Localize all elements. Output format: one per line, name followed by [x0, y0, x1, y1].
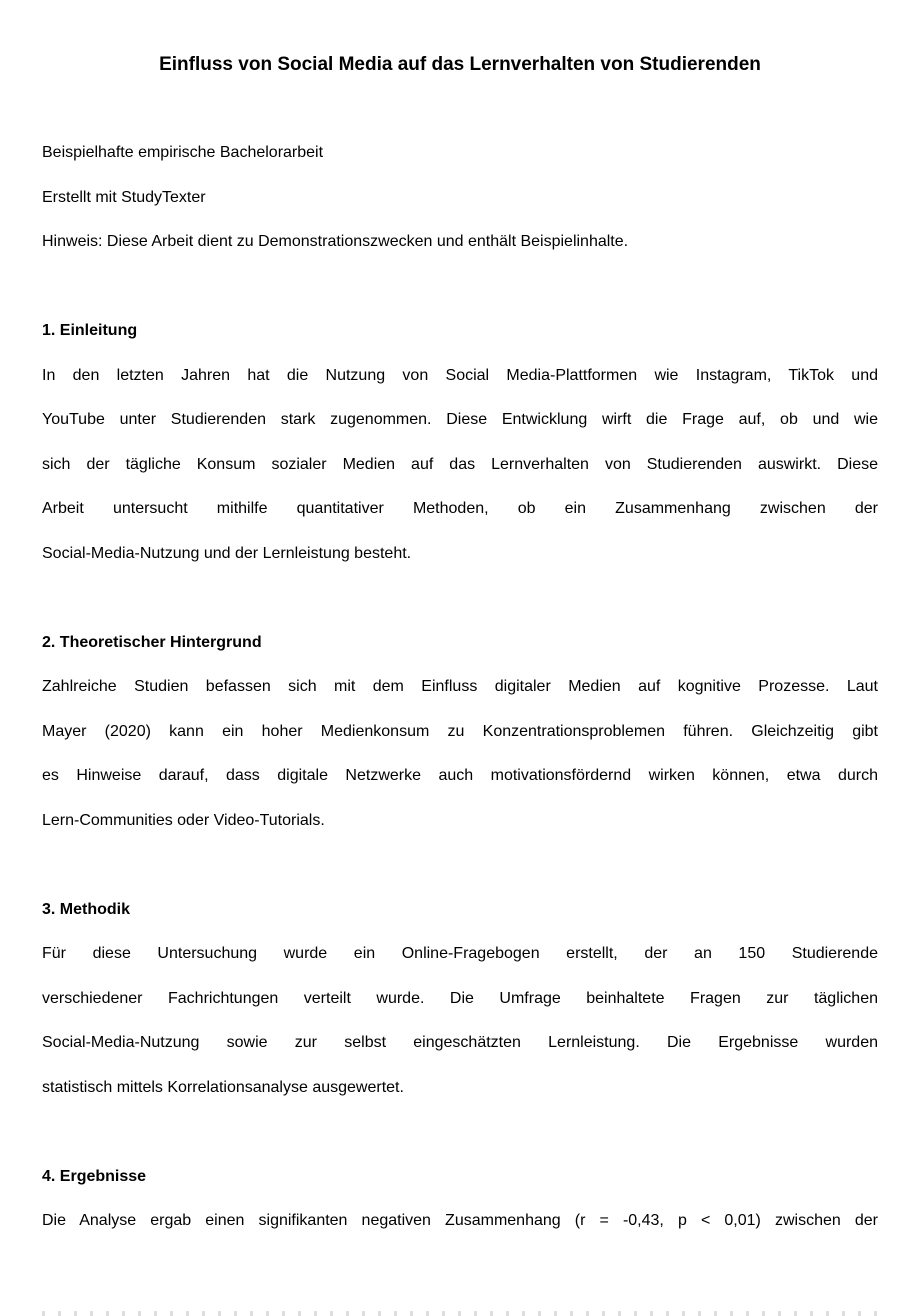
- section-heading-methodik: 3. Methodik: [42, 900, 131, 918]
- section-methodik: [42, 888, 878, 1111]
- paragraph-line: es Hinweise darauf, dass digitale Netzwerke auch motivationsfördernd wirken können, etwa durch: [42, 767, 878, 784]
- paragraph-line: Für diese Untersuchung wurde ein Online-Fragebogen erstellt, der an 150 Studierende: [42, 945, 878, 962]
- paragraph-line: sich der tägliche Konsum sozialer Medien auf das Lernverhalten von Studierenden auswirkt. Diese: [42, 455, 878, 473]
- meta-line-disclaimer: Hinweis: Diese Arbeit dient zu Demonstrationszwecken und enthält Beispielinhalte.: [42, 233, 629, 250]
- paragraph-line: verschiedener Fachrichtungen verteilt wurde. Die Umfrage beinhaltete Fragen zur täglichen: [42, 989, 878, 1007]
- section-heading-einleitung: 1. Einleitung: [42, 322, 138, 339]
- paragraph-line: statistisch mittels Korrelationsanalyse ausgewertet.: [42, 1078, 404, 1096]
- section-ergebnisse: [42, 1155, 878, 1244]
- paragraph-line: Die Analyse ergab einen signifikanten negativen Zusammenhang (r = -0,43, p < 0,01) zwischen der: [42, 1212, 878, 1229]
- paragraph-line: Mayer (2020) kann ein hoher Medienkonsum zu Konzentrationsproblemen führen. Gleichzeitig gibt: [42, 722, 878, 740]
- section-einleitung: [42, 309, 878, 576]
- paragraph-line: Social-Media-Nutzung und der Lernleistung besteht.: [42, 544, 412, 562]
- clipped-next-line-fragment: [42, 1311, 878, 1316]
- meta-block: [42, 131, 878, 265]
- paragraph-line: Social-Media-Nutzung sowie zur selbst eingeschätzten Lernleistung. Die Ergebnisse wurden: [42, 1034, 878, 1051]
- document-title: Einfluss von Social Media auf das Lernverhalten von Studierenden: [159, 54, 761, 75]
- paragraph-line: Zahlreiche Studien befassen sich mit dem Einfluss digitaler Medien auf kognitive Prozesse. Laut: [42, 678, 878, 695]
- section-heading-theoretischer-hintergrund: 2. Theoretischer Hintergrund: [42, 633, 262, 651]
- section-heading-ergebnisse: 4. Ergebnisse: [42, 1167, 147, 1185]
- meta-line-subtitle: Beispielhafte empirische Bachelorarbeit: [42, 144, 324, 161]
- section-theoretischer-hintergrund: [42, 621, 878, 844]
- paragraph-line: Arbeit untersucht mithilfe quantitativer Methoden, ob ein Zusammenhang zwischen der: [42, 500, 878, 517]
- meta-line-created-with: Erstellt mit StudyTexter: [42, 188, 206, 206]
- paragraph-line: YouTube unter Studierenden stark zugenommen. Diese Entwicklung wirft die Frage auf, ob und wie: [42, 411, 878, 428]
- paragraph-line: Lern-Communities oder Video-Tutorials.: [42, 811, 325, 829]
- paragraph-line: In den letzten Jahren hat die Nutzung von Social Media-Plattformen wie Instagram, TikTok und: [42, 366, 878, 384]
